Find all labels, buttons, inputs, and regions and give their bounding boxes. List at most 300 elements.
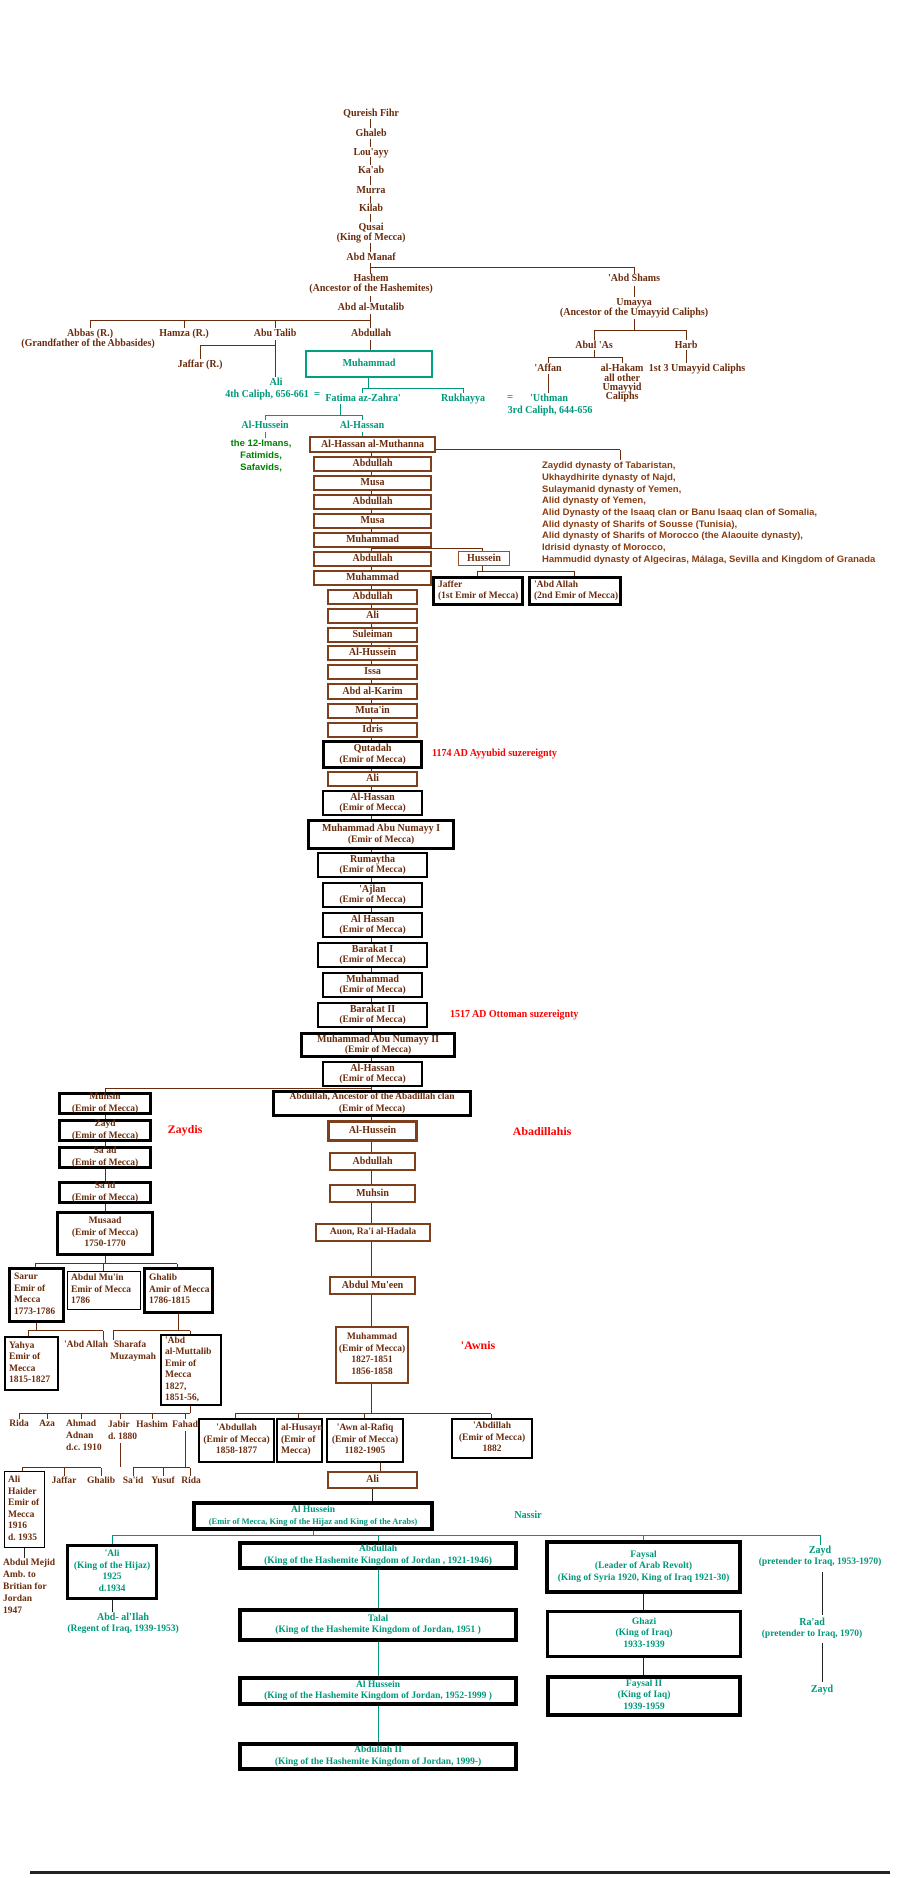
label-line: 'Abd [165, 1335, 186, 1346]
connector-line [686, 350, 687, 363]
node-fatima: Fatima az-Zahra' [325, 393, 401, 404]
label-line: 1827, [165, 1381, 187, 1392]
node-musa-2 [313, 513, 432, 529]
node-said-2: Sa'id [122, 1476, 144, 1486]
connector-line [152, 1414, 153, 1419]
label-line: Muhsin [356, 1187, 389, 1199]
label-line: 1815-1827 [9, 1375, 51, 1385]
label-line: (King of Syria 1920, King of Iraq 1921-30) [557, 1572, 730, 1583]
label-line: Muhammad [346, 973, 399, 985]
label-line: Abdullah [352, 1155, 393, 1167]
label-line: (Emir of Mecca) [339, 754, 406, 765]
label-line: Jaffer [438, 579, 463, 590]
note-ayyubid-suzereignty: 1174 AD Ayyubid suzereignty [432, 748, 557, 759]
connector-line [103, 1331, 104, 1340]
label-line: Faysal II [625, 1678, 663, 1689]
connector-line [477, 571, 575, 572]
node-al-hussein-spine [327, 645, 418, 661]
label-line: Suleiman [352, 629, 393, 641]
label-line: 1858-1877 [215, 1446, 258, 1457]
dynasty-list-item: Alid Dynasty of the Isaaq clan or Banu Isaaq clan of Somalia, [542, 507, 818, 518]
label-line: Ghazi [631, 1616, 657, 1627]
node-al-hakam-note: all other [604, 373, 640, 384]
connector-line [105, 1203, 106, 1211]
connector-line [378, 1642, 379, 1676]
connector-line [101, 1468, 102, 1476]
connector-line [686, 331, 687, 340]
note-shia-lines: Safavids, [240, 462, 282, 473]
label-line: 1182-1905 [344, 1446, 386, 1457]
note-abadillahis: Abadillahis [512, 1124, 572, 1138]
node-abdullah-4 [327, 589, 418, 605]
connector-line [112, 1535, 821, 1536]
connector-line [594, 330, 687, 331]
label-line: (Emir of Mecca) [339, 985, 406, 995]
node-murra: Murra [356, 185, 386, 196]
node-first-three-caliphs: 1st 3 Umayyid Caliphs [648, 363, 746, 374]
node-zaydi-muhsin [58, 1092, 152, 1115]
label-line: (Emir of Mecca) [71, 1103, 139, 1114]
node-barakat-2 [317, 1002, 428, 1028]
label-line: (Emir of Mecca) [71, 1130, 139, 1141]
node-zayd-2: Zayd [810, 1684, 834, 1695]
node-abdullah-5 [329, 1152, 416, 1171]
label-line: (Emir of Mecca) [339, 925, 406, 935]
connector-line [548, 357, 623, 358]
connector-line [200, 345, 276, 346]
label-line: Abdullah [352, 591, 393, 603]
connector-line [370, 321, 371, 328]
connector-line [235, 1413, 491, 1414]
label-line: 1916 [8, 1521, 27, 1531]
node-ahmad-adnan-line: d.c. 1910 [66, 1443, 102, 1453]
label-line: Abdul Mu'een [341, 1279, 404, 1291]
node-al-hussein-abadillah [327, 1120, 418, 1142]
node-abdullah-abadillah-ancestor [272, 1090, 472, 1117]
label-line: 'Abdullah [216, 1423, 257, 1434]
label-line: Muhammad [346, 534, 399, 546]
node-muhammad-emir [322, 972, 423, 998]
note-awnis: 'Awnis [460, 1338, 496, 1352]
dynasty-list-item: Sulaymanid dynasty of Yemen, [542, 484, 682, 495]
node-rida-2: Rida [181, 1476, 201, 1486]
label-line: 1773-1786 [14, 1306, 56, 1317]
node-abdullah-1 [313, 456, 432, 472]
node-abd-al-karim [327, 683, 418, 700]
connector-line [362, 388, 464, 389]
connector-line [90, 321, 91, 328]
connector-line [190, 1468, 191, 1476]
node-abdillah-1882 [451, 1418, 533, 1459]
connector-line [133, 1468, 134, 1476]
node-musaad [56, 1211, 154, 1256]
label-line: Ali [366, 1474, 379, 1486]
label-line: Emir of [8, 1498, 40, 1508]
label-line: Mecca [8, 1509, 35, 1520]
node-abd-al-ilah: Abd- al'Ilah [97, 1612, 149, 1623]
node-abdullah-2 [313, 494, 432, 510]
node-hashem: Hashem [353, 273, 389, 284]
label-line: (Emir of Mecca) [338, 1103, 406, 1114]
node-auon [315, 1223, 431, 1242]
connector-line [378, 1706, 379, 1742]
connector-line [36, 1322, 37, 1330]
node-barakat-1 [317, 942, 428, 968]
label-line: Al-Hassan [350, 1062, 395, 1074]
label-line: (Emir of [281, 1434, 316, 1445]
connector-line [370, 340, 371, 350]
label-line: 1856-1858 [351, 1366, 393, 1377]
node-idris [327, 722, 418, 738]
label-line: (King of the Hashemite Kingdom of Jordan , 1921-1946) [264, 1555, 492, 1566]
node-abd-allah-sharafa: 'Abd Allah [63, 1340, 109, 1350]
node-fahad: Fahad [172, 1420, 198, 1430]
label-line: (King of Iraq) [615, 1628, 673, 1639]
label-line: Sa'ad [93, 1146, 117, 1156]
node-rukhayya: Rukhayya [441, 393, 485, 404]
node-abbas-subtitle: (Grandfather of the Abbasides) [21, 338, 155, 349]
connector-line [105, 1168, 106, 1181]
node-umayya-subtitle: (Ancestor of the Umayyid Caliphs) [559, 307, 709, 318]
node-qutadah [322, 740, 423, 769]
connector-line [28, 1330, 103, 1331]
node-al-hassan-al-muthanna [309, 436, 436, 453]
node-rida: Rida [9, 1419, 29, 1429]
node-muhsin-spine [329, 1184, 416, 1203]
node-mutain [327, 703, 418, 719]
label-line: Auon, Ra'i al-Hadala [329, 1226, 417, 1237]
node-louayy: Lou'ayy [353, 147, 389, 158]
node-al-hassan-emir-3 [322, 1061, 423, 1087]
label-line: Musa [360, 477, 385, 489]
label-line: Abdullah [358, 1544, 398, 1554]
node-suleiman [327, 627, 418, 643]
label-line: Abdullah [352, 553, 393, 565]
label-line: Muhammad [346, 572, 399, 584]
connector-line [22, 1467, 101, 1468]
node-al-hussein: Al-Hussein [241, 420, 289, 431]
label-line: (Emir of Mecca) [338, 1343, 406, 1354]
node-faysal-2-king-iraq [546, 1675, 742, 1717]
label-line: Emir of [165, 1358, 197, 1369]
label-line: Ali [366, 773, 379, 785]
connector-line [370, 214, 371, 222]
label-line: 1939-1959 [623, 1701, 665, 1712]
connector-line [185, 1431, 186, 1467]
label-line: Muhammad Abu Numayy I [321, 823, 441, 834]
label-line: Al-Hussein [348, 647, 397, 659]
label-line: (Emir of Mecca) [347, 834, 415, 845]
label-line: Emir of [14, 1283, 46, 1294]
node-sharafa: Sharafa [113, 1340, 147, 1350]
label-line: Mecca [9, 1363, 36, 1374]
connector-line [275, 346, 276, 377]
node-hussein-branch [458, 551, 510, 566]
connector-line [178, 1314, 179, 1330]
label-line: 'Awn al-Rafiq [336, 1423, 394, 1434]
connector-line [368, 378, 369, 388]
node-jaffar-r: Jaffar (R.) [177, 359, 223, 370]
connector-line [200, 346, 201, 359]
node-ghaleb: Ghaleb [355, 128, 387, 139]
label-line: (King of the Hijaz) [73, 1560, 151, 1571]
label-line: (Emir of Mecca) [339, 803, 406, 813]
label-line: Sa'id [94, 1181, 116, 1191]
label-line: 1786-1815 [149, 1296, 191, 1307]
label-line: Zayd [94, 1119, 116, 1129]
connector-line [370, 243, 371, 252]
node-jaffer-first-emir [432, 576, 524, 606]
node-yusuf: Yusuf [151, 1476, 175, 1486]
connector-line [548, 374, 549, 393]
connector-line [370, 119, 371, 128]
label-line: 'Abdillah [472, 1421, 512, 1432]
node-issa [327, 664, 418, 680]
node-nassir: Nassir [514, 1510, 542, 1521]
node-jabir: Jabir [108, 1420, 130, 1430]
node-abd-allah-second-emir [528, 576, 622, 606]
node-kilab: Kilab [359, 203, 383, 214]
node-ghazi-king-iraq [546, 1610, 742, 1658]
node-al-hakam-note: Umayyid [602, 382, 642, 393]
label-line: Muhammad Abu Numayy II [317, 1033, 439, 1045]
node-abdul-mueen [329, 1276, 416, 1295]
label-line: Hussein [467, 552, 501, 564]
node-faysal-king-iraq [545, 1540, 742, 1594]
node-abdul-mejid-line: Jordan [3, 1594, 33, 1604]
node-hamza: Hamza (R.) [159, 328, 209, 339]
node-muhammad-1 [313, 532, 432, 548]
connector-line [24, 1547, 25, 1558]
connector-line [372, 548, 483, 549]
node-qusai-subtitle: (King of Mecca) [336, 232, 406, 243]
node-qusai: Qusai [358, 222, 384, 233]
node-abdul-mejid-line: 1947 [3, 1606, 22, 1616]
connector-line [594, 331, 595, 340]
label-line: (Emir of Mecca) [71, 1192, 139, 1203]
node-abdul-mejid-line: Amb. to [3, 1570, 36, 1580]
node-jabir-line: d. 1880 [108, 1432, 138, 1442]
node-zayd-pretender: Zayd [808, 1545, 832, 1556]
node-ali-sharif [327, 1471, 418, 1489]
node-abdullah-king-jordan [238, 1541, 518, 1570]
node-al-hassan-emir-2 [322, 912, 423, 938]
node-abd-manaf: Abd Manaf [346, 252, 396, 263]
node-ali-1 [327, 608, 418, 624]
label-line: (Emir of Mecca) [203, 1434, 270, 1445]
connector-line [35, 1263, 177, 1264]
label-line: Barakat II [349, 1003, 396, 1015]
node-abbas: Abbas (R.) [66, 328, 114, 339]
label-line: Rumaytha [349, 853, 395, 865]
connector-line [184, 321, 185, 328]
label-line: (Emir of Mecca) [339, 865, 406, 875]
connector-line [340, 404, 341, 415]
label-line: Al-Hassan al-Muthanna [320, 438, 425, 450]
label-line: (King of the Hashemite Kingdom of Jordan, 1951 ) [275, 1625, 481, 1635]
label-line: al-Husayn [281, 1423, 323, 1434]
node-sarur [8, 1267, 65, 1323]
label-line: Sarur [14, 1272, 38, 1282]
node-abd-al-ilah-subtitle: (Regent of Iraq, 1939-1953) [67, 1624, 179, 1634]
connector-line [133, 1467, 190, 1468]
node-abdul-muin [67, 1271, 141, 1310]
label-line: (King of the Hashemite Kingdom of Jordan, 1999-) [274, 1756, 482, 1767]
connector-line [113, 1330, 190, 1331]
node-ajlan [322, 882, 423, 908]
label-line: Muhammad [346, 1332, 398, 1342]
connector-line [105, 1255, 106, 1263]
label-line: Qutadah [353, 743, 392, 754]
connector-line [822, 1643, 823, 1682]
label-line: 1933-1939 [623, 1639, 665, 1650]
node-uthman: 'Uthman [530, 393, 568, 404]
label-line: Amir of Mecca [149, 1284, 210, 1295]
dynasty-list-item: Hammudid dynasty of Algeciras, Málaga, Sevilla and Kingdom of Granada [542, 554, 876, 565]
label-line: Al-Hassan [350, 791, 395, 803]
label-line: (King of the Hashemite Kingdom of Jordan, 1952-1999 ) [264, 1691, 492, 1701]
connector-line [370, 196, 371, 203]
node-harb: Harb [674, 340, 698, 351]
dynasty-list-item: Idrisid dynasty of Morocco, [542, 542, 666, 553]
label-line: Musaad [88, 1216, 122, 1227]
label-line: 1851-56, [165, 1393, 200, 1403]
node-raad-pretender: Ra'ad [799, 1617, 825, 1628]
dynasty-list-item: Alid dynasty of Sharifs of Morocco (the Alaouite dynasty), [542, 530, 803, 541]
label-line: 1882 [482, 1444, 502, 1455]
label-line: 1750-1770 [84, 1239, 126, 1250]
label-line: (Emir of Mecca) [339, 1074, 406, 1084]
label-line: Abdullah [352, 496, 393, 508]
node-hashim: Hashim [136, 1420, 168, 1430]
node-al-husayn [276, 1418, 323, 1463]
node-ali-caliph-subtitle: 4th Caliph, 656-661 [225, 389, 309, 400]
node-ali-caliph: Ali [269, 377, 283, 388]
connector-line [643, 1594, 644, 1610]
node-al-hassan-emir-1 [322, 790, 423, 816]
node-kaab: Ka'ab [357, 165, 385, 176]
label-line: Abdullah, Ancestor of the Abadillah clan [289, 1092, 455, 1102]
node-abdullah-father: Abdullah [350, 328, 392, 339]
page-edge-line [30, 1871, 890, 1874]
label-line: Barakat I [351, 943, 394, 955]
label-line: 'Ajlan [359, 883, 386, 895]
connector-line [370, 157, 371, 165]
node-qureish-fihr: Qureish Fihr [343, 108, 399, 119]
label-line: Talal [367, 1613, 389, 1624]
connector-line [370, 267, 635, 268]
node-abdul-mejid-line: Britian for [3, 1582, 47, 1592]
node-jaffar-2: Jaffar [51, 1476, 77, 1486]
label-line: (Emir of Mecca) [344, 1045, 412, 1055]
label-line: 'Ali [104, 1549, 120, 1559]
label-line: (Leader of Arab Revolt) [594, 1561, 693, 1572]
node-abdullah-2-king-jordan [238, 1742, 518, 1771]
node-muhammad-1827 [335, 1326, 409, 1384]
connector-line [634, 286, 635, 297]
node-ali-king-of-hijaz [66, 1544, 158, 1600]
label-line: Al Hussein [355, 1679, 401, 1690]
connector-line [594, 350, 595, 357]
node-al-hassan: Al-Hassan [339, 420, 385, 431]
node-talal-king-jordan [238, 1608, 518, 1642]
node-uthman-subtitle: 3rd Caliph, 644-656 [507, 405, 593, 416]
connector-line [105, 1088, 371, 1089]
node-ahmad-adnan: Ahmad [66, 1419, 97, 1429]
node-awn-al-rafiq [326, 1418, 404, 1463]
label-line: Emir of Mecca [71, 1284, 131, 1295]
label-line: Idris [362, 724, 383, 736]
label-line: Yahya [9, 1340, 35, 1351]
label-line: Mecca [165, 1370, 192, 1380]
node-abdul-mejid: Abdul Mejid [3, 1558, 55, 1568]
label-line: Muhsin [89, 1092, 121, 1102]
node-ahmad-adnan-line: Adnan [66, 1431, 94, 1441]
label-line: Abdullah II [354, 1745, 402, 1755]
label-line: (King of Iaq) [617, 1690, 671, 1701]
note-shia-lines: Fatimids, [240, 450, 282, 461]
label-line: Muhammad [342, 358, 396, 370]
node-abdullah-3 [313, 551, 432, 567]
connector-line [113, 1331, 114, 1340]
label-line: (1st Emir of Mecca) [438, 591, 519, 601]
label-line: Haider [8, 1486, 37, 1497]
label-line: (2nd Emir of Mecca) [534, 591, 618, 601]
label-line: Al Hassan [350, 913, 395, 925]
label-line: (Emir of Mecca) [339, 895, 406, 905]
node-muzaymah: Muzaymah [110, 1352, 156, 1362]
connector-line [275, 321, 276, 328]
node-zaydi-saad [58, 1146, 152, 1169]
node-al-hussein-sharif-king [192, 1501, 434, 1531]
node-affan: 'Affan [534, 363, 562, 374]
label-line: (Emir of Mecca) [331, 1434, 399, 1445]
node-ghalib-2: Ghalib [87, 1476, 115, 1486]
dynasty-list-item: Zaydid dynasty of Tabaristan, [542, 460, 676, 471]
dynasty-list-item: Alid dynasty of Sharifs of Sousse (Tunisia), [542, 519, 738, 530]
node-yahya [4, 1336, 59, 1391]
marriage-equals: = [506, 391, 514, 403]
node-muhammad-2 [313, 570, 432, 586]
label-line: (Emir of Mecca, King of the Hijaz and King of the Arabs) [208, 1516, 418, 1526]
label-line: Abdullah [352, 458, 393, 470]
connector-line [643, 1658, 644, 1675]
node-muhammad-abu-numayy-1 [307, 819, 455, 850]
node-hussein-king-jordan [238, 1676, 518, 1706]
node-rumaytha [317, 852, 428, 878]
label-line: Ali [366, 610, 379, 622]
node-abd-shams: 'Abd Shams [608, 273, 660, 284]
note-ottoman-suzereignty: 1517 AD Ottoman suzereignty [450, 1009, 579, 1020]
label-line: 1925 [102, 1572, 122, 1582]
node-umayya: Umayya [616, 297, 652, 308]
label-line: (Emir of Mecca) [71, 1157, 139, 1168]
node-muhammad-prophet [305, 350, 433, 378]
node-al-hakam: al-Hakam [600, 363, 644, 374]
connector-line [185, 1414, 186, 1419]
label-line: (Emir of Mecca) [71, 1227, 139, 1238]
node-aza: Aza [39, 1419, 55, 1429]
label-line: Ali [8, 1475, 21, 1485]
note-shia-lines: the 12-Imans, [230, 438, 292, 449]
connector-line [64, 1468, 65, 1476]
label-line: Mecca) [281, 1446, 311, 1457]
node-zaydi-zayd [58, 1119, 152, 1142]
connector-line [370, 176, 371, 185]
label-line: d.1934 [98, 1583, 126, 1594]
label-line: Issa [364, 666, 381, 678]
connector-line [190, 1406, 191, 1413]
